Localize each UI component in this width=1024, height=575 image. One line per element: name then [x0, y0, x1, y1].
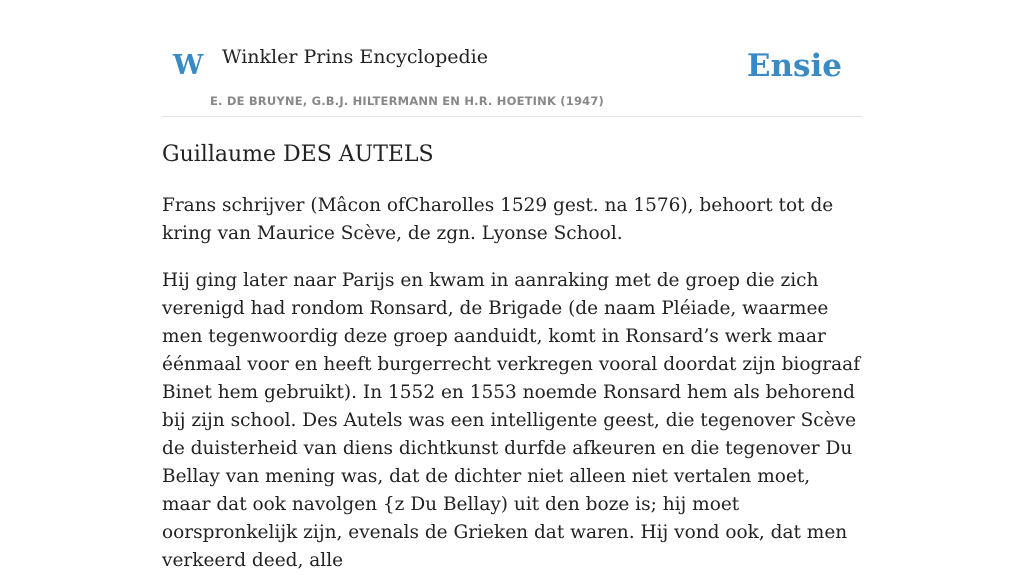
- article-paragraph-2: Hij ging later naar Parijs en kwam in aanraking met de groep die zich verenigd had rondom Ronsard, de Brigade (de naam Pléiade, waarmee men tegenwoordig deze groep aanduidt, komt in Ronsard’s werk maar éénmaal voor en heeft burgerrecht verkregen vooral doordat zijn biograaf Binet hem gebruikt). In 1552 en 1553 noemde Ronsard hem als behorend bij zijn school. Des Autels was een intelligente geest, die tegenover Scève de duisterheid van diens dichtkunst durfde afkeuren en die tegenover Du Bellay van mening was, dat de dichter niet alleen niet vertalen moet, maar dat ook navolgen {z Du Bellay) uit den boze is; hij moet oorspronkelijk zijn, evenals de Grieken dat waren. Hij vond ook, dat men verkeerd deed, alle: [162, 270, 861, 571]
- article-paragraph-1: Frans schrijver (Mâcon ofCharolles 1529 gest. na 1576), behoort tot de kring van Maurice Scève, de zgn. Lyonse School.: [162, 195, 834, 244]
- source-authors: E. DE BRUYNE, G.B.J. HILTERMANN EN H.R. HOETINK (1947): [210, 94, 605, 108]
- article-title: Guillaume DES AUTELS: [162, 142, 434, 167]
- ensie-logo-link[interactable]: Ensie: [746, 48, 842, 84]
- site-header: [162, 0, 862, 117]
- source-logo-icon[interactable]: W: [173, 50, 204, 81]
- source-title-link[interactable]: Winkler Prins Encyclopedie: [222, 46, 488, 68]
- article-body: [162, 138, 862, 575]
